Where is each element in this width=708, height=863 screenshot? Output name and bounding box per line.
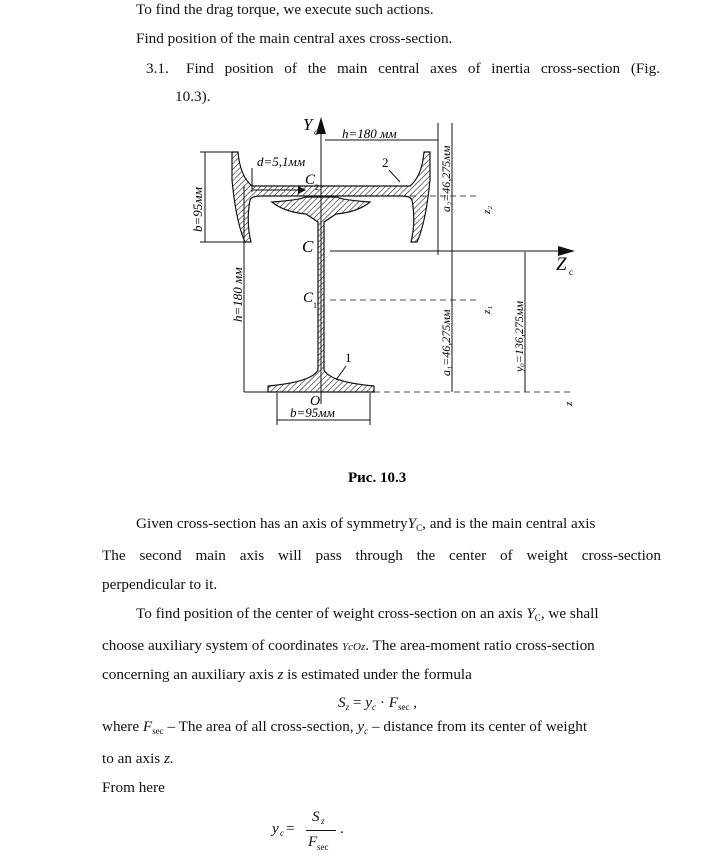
- yc-axis-label: Y: [303, 115, 313, 134]
- label-a1: a₁=46,275мм: [439, 309, 453, 376]
- step-text-cont: 10.3).: [175, 88, 211, 105]
- step-number: 3.1.: [146, 60, 169, 77]
- paragraph-4: From here: [102, 779, 165, 796]
- paragraph-1-line-2: The second main axis will pass through the center of weight cross-section: [102, 547, 661, 564]
- label-2: 2: [382, 155, 389, 170]
- label-z2: z₂: [481, 205, 493, 214]
- paragraph-2-line-1: To find position of the center of weight cross-section on an axis YC, we shall: [136, 605, 599, 623]
- label-z1: z₁: [481, 305, 493, 314]
- label-o: O: [310, 394, 321, 409]
- label-h-top: h=180 мм: [342, 126, 397, 141]
- step-text: Find position of the main central axes of inertia cross-section (Fig.: [186, 60, 660, 77]
- label-c1: C: [303, 290, 314, 306]
- paragraph-3-line-1: where Fsec – The area of all cross-section, yc – distance from its center of weight: [102, 718, 588, 736]
- paragraph-1-line-3: perpendicular to it.: [102, 576, 218, 593]
- label-c: C: [302, 237, 314, 256]
- label-1: 1: [345, 350, 352, 365]
- figure-caption: Рис. 10.3: [348, 470, 407, 486]
- paragraph-2-line-3: concerning an auxiliary axis z is estimated under the formula: [102, 666, 472, 683]
- yc-axis-label-sub: c: [314, 127, 318, 137]
- label-b-left: b=95мм: [190, 187, 205, 232]
- label-d: d=5,1мм: [257, 154, 306, 169]
- label-b-bottom: b=95мм: [290, 405, 335, 420]
- zc-axis-label: Z: [556, 254, 567, 275]
- label-c2-sub: 2: [315, 183, 319, 192]
- formula-area-moment: Sz = yc · Fsec ,: [338, 694, 418, 712]
- paragraph-2-line-2: choose auxiliary system of coordinates YcOz. The area-moment ratio cross-section: [102, 637, 595, 654]
- label-a2: a₂=46,275мм: [439, 145, 453, 212]
- label-c1-sub: 1: [313, 301, 317, 310]
- paragraph-1-line-1: Given cross-section has an axis of symmetryYC, and is the main central axis: [136, 515, 596, 533]
- i-beam-section-1: [268, 197, 374, 392]
- label-h-left: h=180 мм: [230, 267, 245, 322]
- zc-axis-label-sub: c: [569, 267, 573, 277]
- label-z: z: [563, 401, 575, 406]
- intro-line-1: To find the drag torque, we execute such actions.: [136, 1, 434, 18]
- paragraph-3-line-2: to an axis z.: [102, 750, 174, 767]
- intro-line-2: Find position of the main central axes cross-section.: [136, 30, 453, 47]
- formula-yc-fraction: y c = S z F sec .: [272, 808, 344, 852]
- label-c2: C: [305, 172, 316, 188]
- label-yc-dist: yₒ=136,275мм: [512, 300, 526, 372]
